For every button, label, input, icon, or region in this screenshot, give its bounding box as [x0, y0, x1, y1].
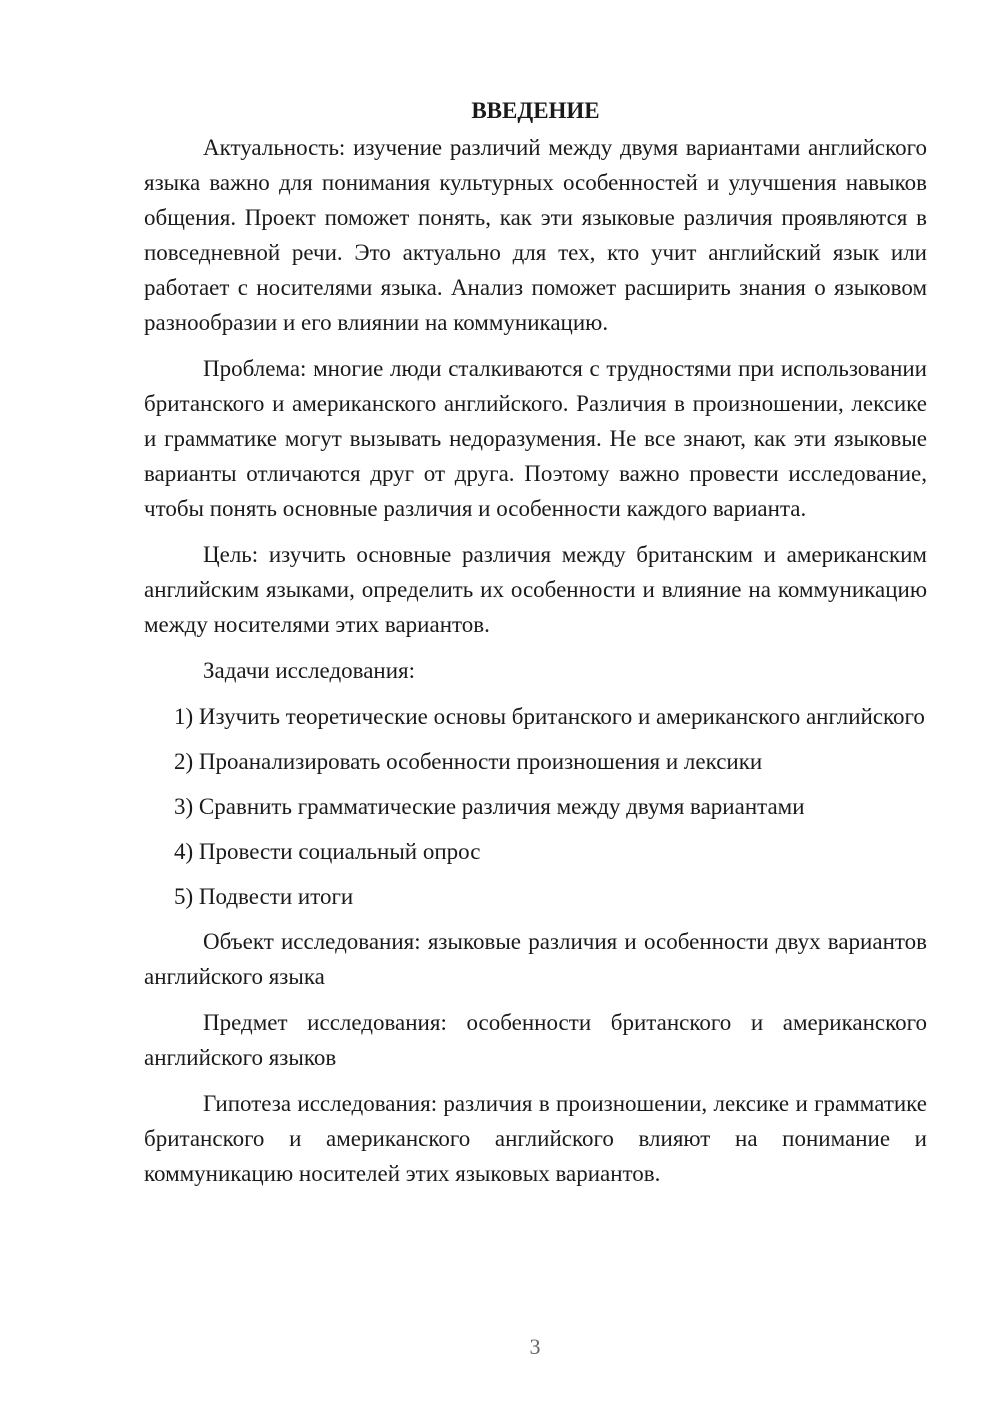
- task-item-4: 4) Провести социальный опрос: [174, 839, 481, 864]
- page-content: [144, 93, 927, 1202]
- subject-paragraph: Предмет исследования: особенности британского и американского английского языков: [144, 1010, 927, 1070]
- page-number: 3: [529, 1334, 541, 1359]
- goal-paragraph: Цель: изучить основные различия между британским и американским английским языками, определить их особенности и влияние на коммуникацию между носителями этих вариантов.: [144, 542, 927, 637]
- object-paragraph: Объект исследования: языковые различия и особенности двух вариантов английского языка: [144, 929, 927, 989]
- section-heading: ВВЕДЕНИЕ: [471, 98, 600, 123]
- relevance-paragraph: Актуальность: изучение различий между двумя вариантами английского языка важно для понимания культурных особенностей и улучшения навыков общения. Проект поможет понять, как эти языковые различия проявляются в повседневной речи. Это актуально для тех, кто учит английский язык или работает с носителями языка. Анализ поможет расширить знания о языковом разнообразии и его влиянии на коммуникацию.: [144, 135, 927, 335]
- tasks-heading: Задачи исследования:: [203, 658, 416, 683]
- task-item-2: 2) Проанализировать особенности произношения и лексики: [174, 749, 763, 774]
- task-item-3: 3) Сравнить грамматические различия между двумя вариантами: [174, 794, 805, 819]
- task-item-1: 1) Изучить теоретические основы британского и американского английского: [174, 704, 925, 729]
- hypothesis-paragraph: Гипотеза исследования: различия в произношении, лексике и грамматике британского и американского английского влияют на понимание и коммуникацию носителей этих языковых вариантов.: [144, 1091, 927, 1186]
- task-item-5: 5) Подвести итоги: [174, 884, 354, 909]
- problem-paragraph: Проблема: многие люди сталкиваются с трудностями при использовании британского и американского английского. Различия в произношении, лексике и грамматике могут вызывать недоразумения. Не все знают, как эти языковые варианты отличаются друг от друга. Поэтому важно провести исследование, чтобы понять основные различия и особенности каждого варианта.: [144, 356, 927, 521]
